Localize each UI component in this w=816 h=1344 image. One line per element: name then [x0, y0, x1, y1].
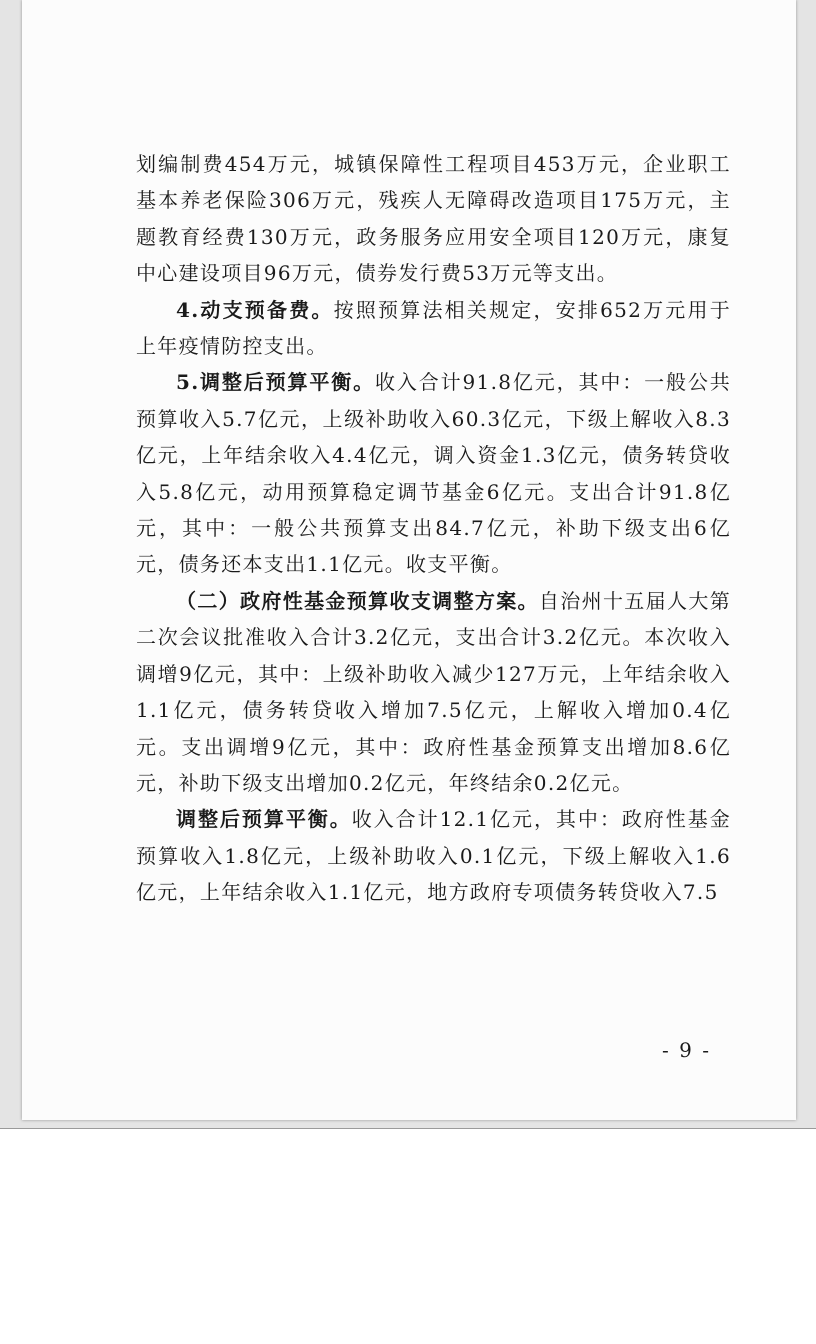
- body-text: [136, 146, 731, 911]
- paragraph-5: [136, 801, 731, 910]
- paragraph-1-text: 划编制费454万元，城镇保障性工程项目453万元，企业职工基本养老保险306万元，残疾人无障碍改造项目175万元，主题教育经费130万元，政务服务应用安全项目120万元，康复中心建设项目96万元，债券发行费53万元等支出。: [136, 152, 731, 286]
- paragraph-2: [136, 292, 731, 365]
- page-number: - 9 -: [662, 1038, 711, 1062]
- paragraph-3-text: 收入合计91.8亿元，其中：一般公共预算收入5.7亿元，上级补助收入60.3亿元，下级上解收入8.3亿元，上年结余收入4.4亿元，调入资金1.3亿元，债务转贷收入5.8亿元，动用预算稳定调节基金6亿元。支出合计91.8亿元，其中：一般公共预算支出84.7亿元，补助下级支出6亿元，债务还本支出1.1亿元。收支平衡。: [136, 370, 731, 577]
- paragraph-2-heading: 4.动支预备费。: [176, 297, 334, 322]
- paragraph-5-text: 收入合计12.1亿元，其中：政府性基金预算收入1.8亿元，上级补助收入0.1亿元，下级上解收入1.6亿元，上年结余收入1.1亿元，地方政府专项债务转贷收入7.5: [136, 807, 731, 905]
- paragraph-4-heading: （二）政府性基金预算收支调整方案。: [176, 588, 539, 613]
- paragraph-3: [136, 364, 731, 582]
- paragraph-4: [136, 583, 731, 801]
- paragraph-5-heading: 调整后预算平衡。: [176, 807, 352, 832]
- document-page: [22, 0, 796, 1120]
- paragraph-1: [136, 146, 731, 292]
- paragraph-4-text: 自治州十五届人大第二次会议批准收入合计3.2亿元，支出合计3.2亿元。本次收入调增9亿元，其中：上级补助收入减少127万元，上年结余收入1.1亿元，债务转贷收入增加7.5亿元，上解收入增加0.4亿元。支出调增9亿元，其中：政府性基金预算支出增加8.6亿元，补助下级支出增加0.2亿元，年终结余0.2亿元。: [136, 588, 732, 795]
- paragraph-2-text: 按照预算法相关规定，安排652万元用于上年疫情防控支出。: [136, 297, 731, 359]
- paragraph-3-heading: 5.调整后预算平衡。: [176, 370, 376, 395]
